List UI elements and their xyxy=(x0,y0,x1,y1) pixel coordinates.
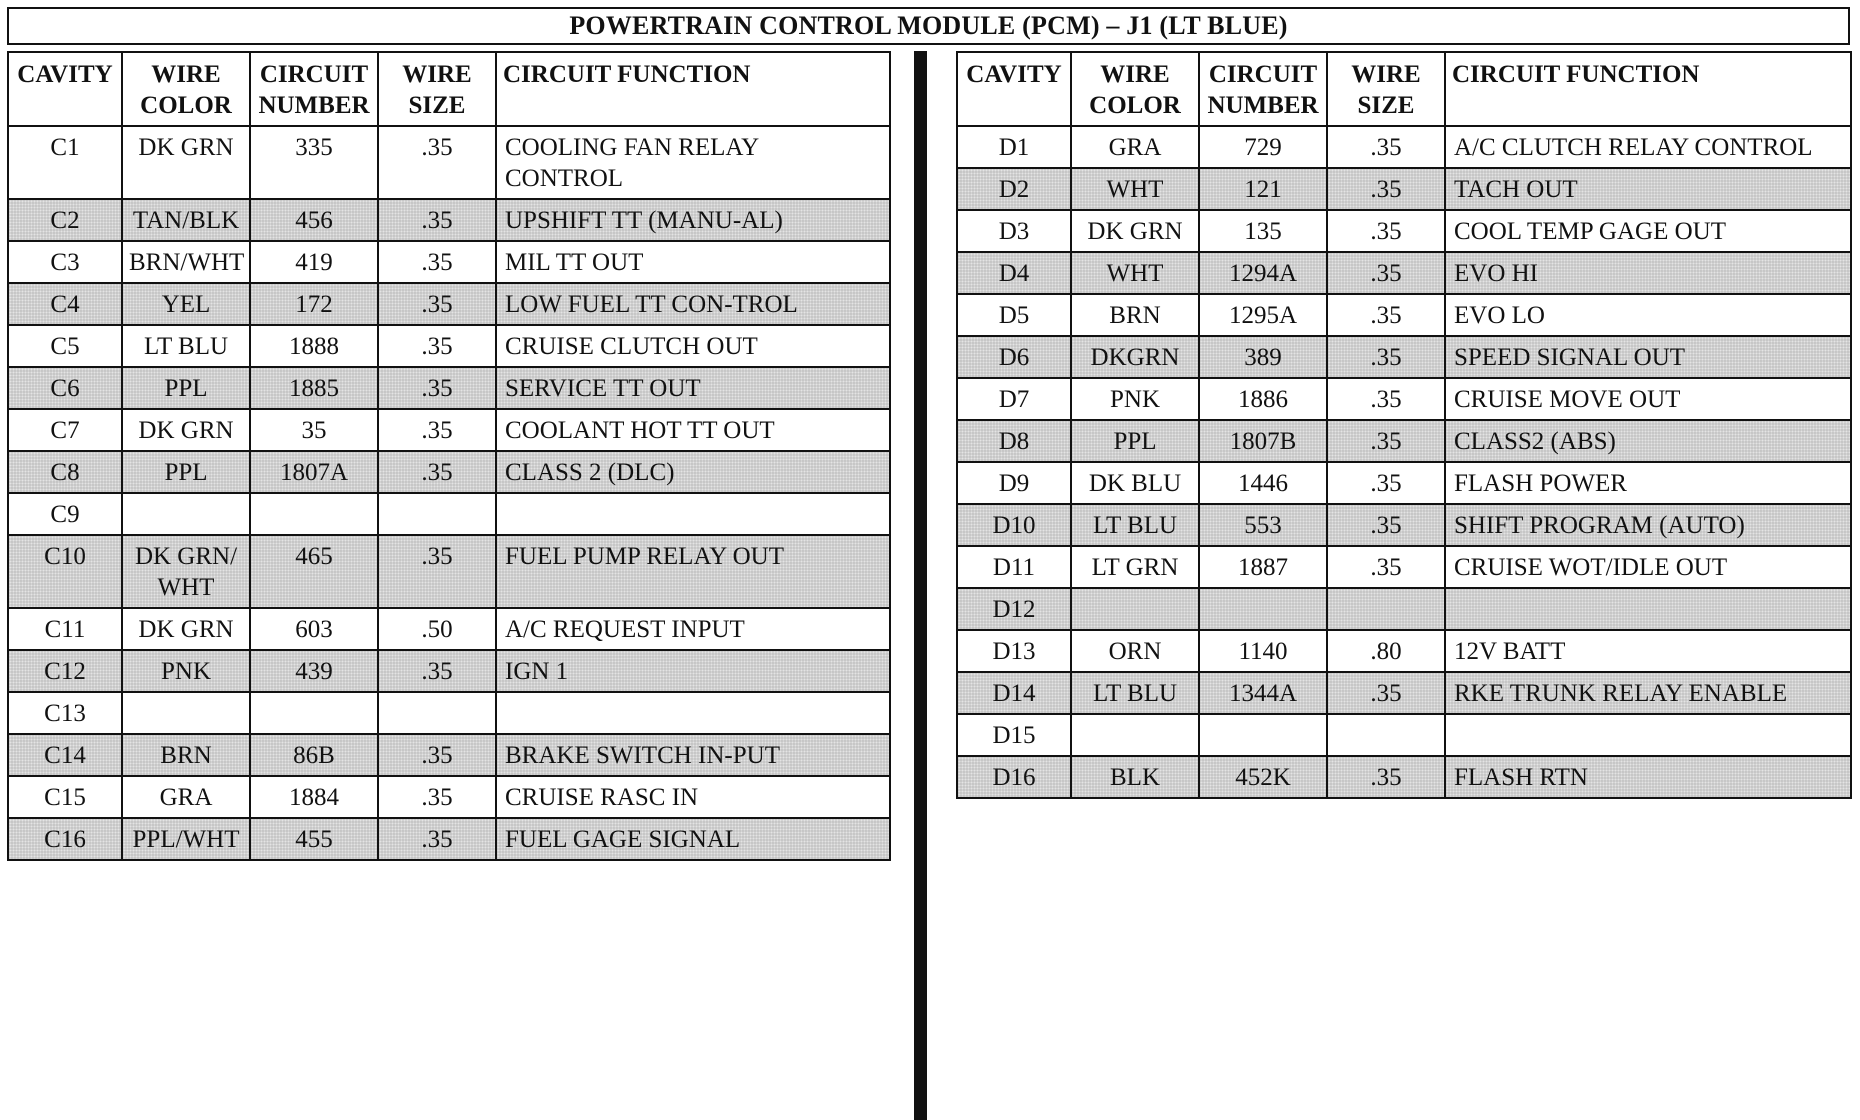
wire-color-cell: BLK xyxy=(1071,756,1199,798)
header-wire-color: WIRE COLOR xyxy=(1071,52,1199,126)
wire-size-cell: .35 xyxy=(1327,126,1445,168)
wire-color-cell: BRN xyxy=(122,734,250,776)
wire-size-cell: .35 xyxy=(378,818,496,860)
cavity-table-c xyxy=(7,51,891,861)
wire-color-cell: GRA xyxy=(122,776,250,818)
wire-size-cell: .35 xyxy=(1327,210,1445,252)
wire-color-cell: LT BLU xyxy=(1071,504,1199,546)
wire-size-cell: .35 xyxy=(1327,294,1445,336)
circuit-number-cell: 121 xyxy=(1199,168,1327,210)
table-row xyxy=(957,588,1851,630)
table-row xyxy=(8,241,890,283)
wire-color-cell: PPL xyxy=(1071,420,1199,462)
wire-size-cell: .35 xyxy=(378,535,496,608)
cavity-cell: C7 xyxy=(8,409,122,451)
table-row xyxy=(957,126,1851,168)
wire-size-cell: .35 xyxy=(378,126,496,199)
cavity-cell: C3 xyxy=(8,241,122,283)
wire-color-cell: PPL xyxy=(122,451,250,493)
header-wire-size: WIRE SIZE xyxy=(378,52,496,126)
circuit-number-cell: 465 xyxy=(250,535,378,608)
circuit-function-cell xyxy=(496,493,890,535)
wire-color-cell: WHT xyxy=(1071,252,1199,294)
cavity-cell: C6 xyxy=(8,367,122,409)
wire-size-cell: .80 xyxy=(1327,630,1445,672)
cavity-cell: C16 xyxy=(8,818,122,860)
wire-size-cell xyxy=(1327,588,1445,630)
cavity-cell: D7 xyxy=(957,378,1071,420)
table-row xyxy=(957,336,1851,378)
column-divider xyxy=(914,51,927,1120)
wire-size-cell: .35 xyxy=(1327,756,1445,798)
cavity-cell: D13 xyxy=(957,630,1071,672)
cavity-table-d xyxy=(956,51,1852,799)
table-row xyxy=(8,325,890,367)
cavity-cell: C12 xyxy=(8,650,122,692)
wire-size-cell: .35 xyxy=(378,451,496,493)
circuit-function-cell: SERVICE TT OUT xyxy=(496,367,890,409)
circuit-function-cell: FLASH RTN xyxy=(1445,756,1851,798)
wire-size-cell: .35 xyxy=(1327,336,1445,378)
circuit-number-cell: 603 xyxy=(250,608,378,650)
wire-color-cell: WHT xyxy=(1071,168,1199,210)
circuit-number-cell: 1294A xyxy=(1199,252,1327,294)
circuit-number-cell: 1884 xyxy=(250,776,378,818)
table-row xyxy=(8,535,890,608)
table-row xyxy=(957,546,1851,588)
table-row xyxy=(957,756,1851,798)
circuit-number-cell: 455 xyxy=(250,818,378,860)
table-row xyxy=(8,493,890,535)
circuit-function-cell: A/C REQUEST INPUT xyxy=(496,608,890,650)
table-row xyxy=(8,776,890,818)
circuit-function-cell: CLASS 2 (DLC) xyxy=(496,451,890,493)
cavity-cell: D8 xyxy=(957,420,1071,462)
wire-color-cell: BRN/WHT xyxy=(122,241,250,283)
wire-color-cell: YEL xyxy=(122,283,250,325)
table-row xyxy=(8,734,890,776)
table-row xyxy=(957,504,1851,546)
header-cavity: CAVITY xyxy=(8,52,122,126)
circuit-function-cell: TACH OUT xyxy=(1445,168,1851,210)
wire-size-cell: .35 xyxy=(1327,252,1445,294)
table-row xyxy=(957,252,1851,294)
table-row xyxy=(8,126,890,199)
wire-size-cell: .35 xyxy=(378,650,496,692)
circuit-function-cell: 12V BATT xyxy=(1445,630,1851,672)
wire-color-cell: BRN xyxy=(1071,294,1199,336)
page-title: POWERTRAIN CONTROL MODULE (PCM) – J1 (LT BLUE) xyxy=(7,7,1850,45)
circuit-function-cell: CRUISE MOVE OUT xyxy=(1445,378,1851,420)
cavity-cell: C15 xyxy=(8,776,122,818)
wire-size-cell: .35 xyxy=(1327,546,1445,588)
circuit-number-cell: 729 xyxy=(1199,126,1327,168)
wire-size-cell: .35 xyxy=(378,283,496,325)
table-row xyxy=(8,650,890,692)
cavity-cell: D12 xyxy=(957,588,1071,630)
circuit-number-cell: 553 xyxy=(1199,504,1327,546)
header-wire-size: WIRE SIZE xyxy=(1327,52,1445,126)
header-circuit-number: CIRCUIT NUMBER xyxy=(250,52,378,126)
table-row xyxy=(8,818,890,860)
circuit-function-cell: EVO LO xyxy=(1445,294,1851,336)
wire-size-cell xyxy=(378,692,496,734)
table-row xyxy=(8,367,890,409)
wire-color-cell: DK GRN xyxy=(122,409,250,451)
cavity-cell: D14 xyxy=(957,672,1071,714)
wire-size-cell: .35 xyxy=(1327,378,1445,420)
circuit-number-cell: 1886 xyxy=(1199,378,1327,420)
cavity-cell: C13 xyxy=(8,692,122,734)
cavity-cell: D11 xyxy=(957,546,1071,588)
circuit-number-cell: 86B xyxy=(250,734,378,776)
wire-color-cell xyxy=(122,692,250,734)
wire-color-cell: TAN/BLK xyxy=(122,199,250,241)
table-row xyxy=(8,608,890,650)
cavity-cell: D5 xyxy=(957,294,1071,336)
circuit-number-cell: 419 xyxy=(250,241,378,283)
circuit-number-cell: 1888 xyxy=(250,325,378,367)
table-row xyxy=(957,378,1851,420)
circuit-function-cell: SHIFT PROGRAM (AUTO) xyxy=(1445,504,1851,546)
circuit-function-cell: CRUISE RASC IN xyxy=(496,776,890,818)
wire-color-cell xyxy=(1071,588,1199,630)
circuit-function-cell: UPSHIFT TT (MANU-AL) xyxy=(496,199,890,241)
circuit-function-cell: FUEL GAGE SIGNAL xyxy=(496,818,890,860)
wire-color-cell: DK GRN xyxy=(122,126,250,199)
cavity-cell: C2 xyxy=(8,199,122,241)
wire-size-cell: .35 xyxy=(378,367,496,409)
wire-size-cell: .35 xyxy=(1327,462,1445,504)
table-row xyxy=(957,168,1851,210)
circuit-function-cell: CRUISE CLUTCH OUT xyxy=(496,325,890,367)
table-row xyxy=(957,420,1851,462)
circuit-function-cell: FUEL PUMP RELAY OUT xyxy=(496,535,890,608)
header-circuit-function: CIRCUIT FUNCTION xyxy=(496,52,890,126)
wire-color-cell: DK GRN/ WHT xyxy=(122,535,250,608)
wire-color-cell xyxy=(122,493,250,535)
wire-color-cell: PNK xyxy=(1071,378,1199,420)
wire-color-cell: LT BLU xyxy=(1071,672,1199,714)
wire-size-cell: .35 xyxy=(378,199,496,241)
wire-size-cell: .35 xyxy=(378,325,496,367)
circuit-number-cell: 1807B xyxy=(1199,420,1327,462)
circuit-function-cell: COOLING FAN RELAY CONTROL xyxy=(496,126,890,199)
wire-color-cell: DK GRN xyxy=(1071,210,1199,252)
table-row xyxy=(957,714,1851,756)
circuit-function-cell xyxy=(1445,714,1851,756)
header-circuit-function: CIRCUIT FUNCTION xyxy=(1445,52,1851,126)
cavity-cell: D16 xyxy=(957,756,1071,798)
wire-size-cell: .35 xyxy=(1327,420,1445,462)
circuit-number-cell xyxy=(250,493,378,535)
wire-color-cell: PNK xyxy=(122,650,250,692)
circuit-number-cell: 35 xyxy=(250,409,378,451)
cavity-cell: C5 xyxy=(8,325,122,367)
circuit-function-cell: MIL TT OUT xyxy=(496,241,890,283)
circuit-function-cell: IGN 1 xyxy=(496,650,890,692)
table-row xyxy=(957,630,1851,672)
circuit-number-cell xyxy=(250,692,378,734)
cavity-cell: D10 xyxy=(957,504,1071,546)
wire-color-cell: PPL xyxy=(122,367,250,409)
circuit-number-cell: 439 xyxy=(250,650,378,692)
cavity-cell: C1 xyxy=(8,126,122,199)
wire-color-cell: DK GRN xyxy=(122,608,250,650)
circuit-number-cell: 1344A xyxy=(1199,672,1327,714)
circuit-number-cell: 1887 xyxy=(1199,546,1327,588)
circuit-number-cell: 1446 xyxy=(1199,462,1327,504)
circuit-number-cell xyxy=(1199,588,1327,630)
wire-size-cell: .35 xyxy=(378,776,496,818)
circuit-number-cell: 452K xyxy=(1199,756,1327,798)
table-row xyxy=(957,462,1851,504)
circuit-function-cell xyxy=(496,692,890,734)
circuit-number-cell: 1295A xyxy=(1199,294,1327,336)
wire-color-cell: GRA xyxy=(1071,126,1199,168)
table-row xyxy=(8,199,890,241)
table-row xyxy=(957,294,1851,336)
table-row xyxy=(8,451,890,493)
cavity-cell: C11 xyxy=(8,608,122,650)
table-row xyxy=(8,283,890,325)
wire-size-cell: .35 xyxy=(1327,504,1445,546)
circuit-function-cell: COOL TEMP GAGE OUT xyxy=(1445,210,1851,252)
circuit-number-cell xyxy=(1199,714,1327,756)
circuit-function-cell: RKE TRUNK RELAY ENABLE xyxy=(1445,672,1851,714)
wire-size-cell: .35 xyxy=(378,409,496,451)
circuit-function-cell: BRAKE SWITCH IN-PUT xyxy=(496,734,890,776)
circuit-number-cell: 1140 xyxy=(1199,630,1327,672)
cavity-cell: C9 xyxy=(8,493,122,535)
wire-size-cell: .35 xyxy=(378,241,496,283)
header-wire-color: WIRE COLOR xyxy=(122,52,250,126)
cavity-cell: D9 xyxy=(957,462,1071,504)
circuit-number-cell: 456 xyxy=(250,199,378,241)
circuit-function-cell: CRUISE WOT/IDLE OUT xyxy=(1445,546,1851,588)
cavity-cell: D2 xyxy=(957,168,1071,210)
table-row xyxy=(8,409,890,451)
circuit-function-cell: EVO HI xyxy=(1445,252,1851,294)
wire-color-cell: DKGRN xyxy=(1071,336,1199,378)
wire-size-cell: .50 xyxy=(378,608,496,650)
cavity-cell: D15 xyxy=(957,714,1071,756)
table-header-row xyxy=(8,52,890,126)
cavity-cell: D3 xyxy=(957,210,1071,252)
wire-color-cell: DK BLU xyxy=(1071,462,1199,504)
circuit-number-cell: 335 xyxy=(250,126,378,199)
circuit-number-cell: 135 xyxy=(1199,210,1327,252)
wire-size-cell: .35 xyxy=(1327,672,1445,714)
circuit-function-cell: CLASS2 (ABS) xyxy=(1445,420,1851,462)
circuit-function-cell: SPEED SIGNAL OUT xyxy=(1445,336,1851,378)
table-row xyxy=(8,692,890,734)
header-circuit-number: CIRCUIT NUMBER xyxy=(1199,52,1327,126)
circuit-number-cell: 389 xyxy=(1199,336,1327,378)
wire-color-cell: LT BLU xyxy=(122,325,250,367)
wire-color-cell: PPL/WHT xyxy=(122,818,250,860)
wire-size-cell xyxy=(1327,714,1445,756)
wire-size-cell xyxy=(378,493,496,535)
circuit-function-cell: COOLANT HOT TT OUT xyxy=(496,409,890,451)
wire-color-cell: LT GRN xyxy=(1071,546,1199,588)
circuit-function-cell: A/C CLUTCH RELAY CONTROL xyxy=(1445,126,1851,168)
table-header-row xyxy=(957,52,1851,126)
wire-size-cell: .35 xyxy=(1327,168,1445,210)
circuit-number-cell: 1807A xyxy=(250,451,378,493)
circuit-function-cell: FLASH POWER xyxy=(1445,462,1851,504)
wire-color-cell: ORN xyxy=(1071,630,1199,672)
cavity-cell: C10 xyxy=(8,535,122,608)
wire-color-cell xyxy=(1071,714,1199,756)
wire-size-cell: .35 xyxy=(378,734,496,776)
circuit-number-cell: 172 xyxy=(250,283,378,325)
table-row xyxy=(957,672,1851,714)
cavity-cell: C14 xyxy=(8,734,122,776)
circuit-function-cell xyxy=(1445,588,1851,630)
cavity-cell: C4 xyxy=(8,283,122,325)
circuit-number-cell: 1885 xyxy=(250,367,378,409)
header-cavity: CAVITY xyxy=(957,52,1071,126)
cavity-cell: D4 xyxy=(957,252,1071,294)
cavity-cell: D1 xyxy=(957,126,1071,168)
table-row xyxy=(957,210,1851,252)
cavity-cell: C8 xyxy=(8,451,122,493)
circuit-function-cell: LOW FUEL TT CON-TROL xyxy=(496,283,890,325)
cavity-cell: D6 xyxy=(957,336,1071,378)
